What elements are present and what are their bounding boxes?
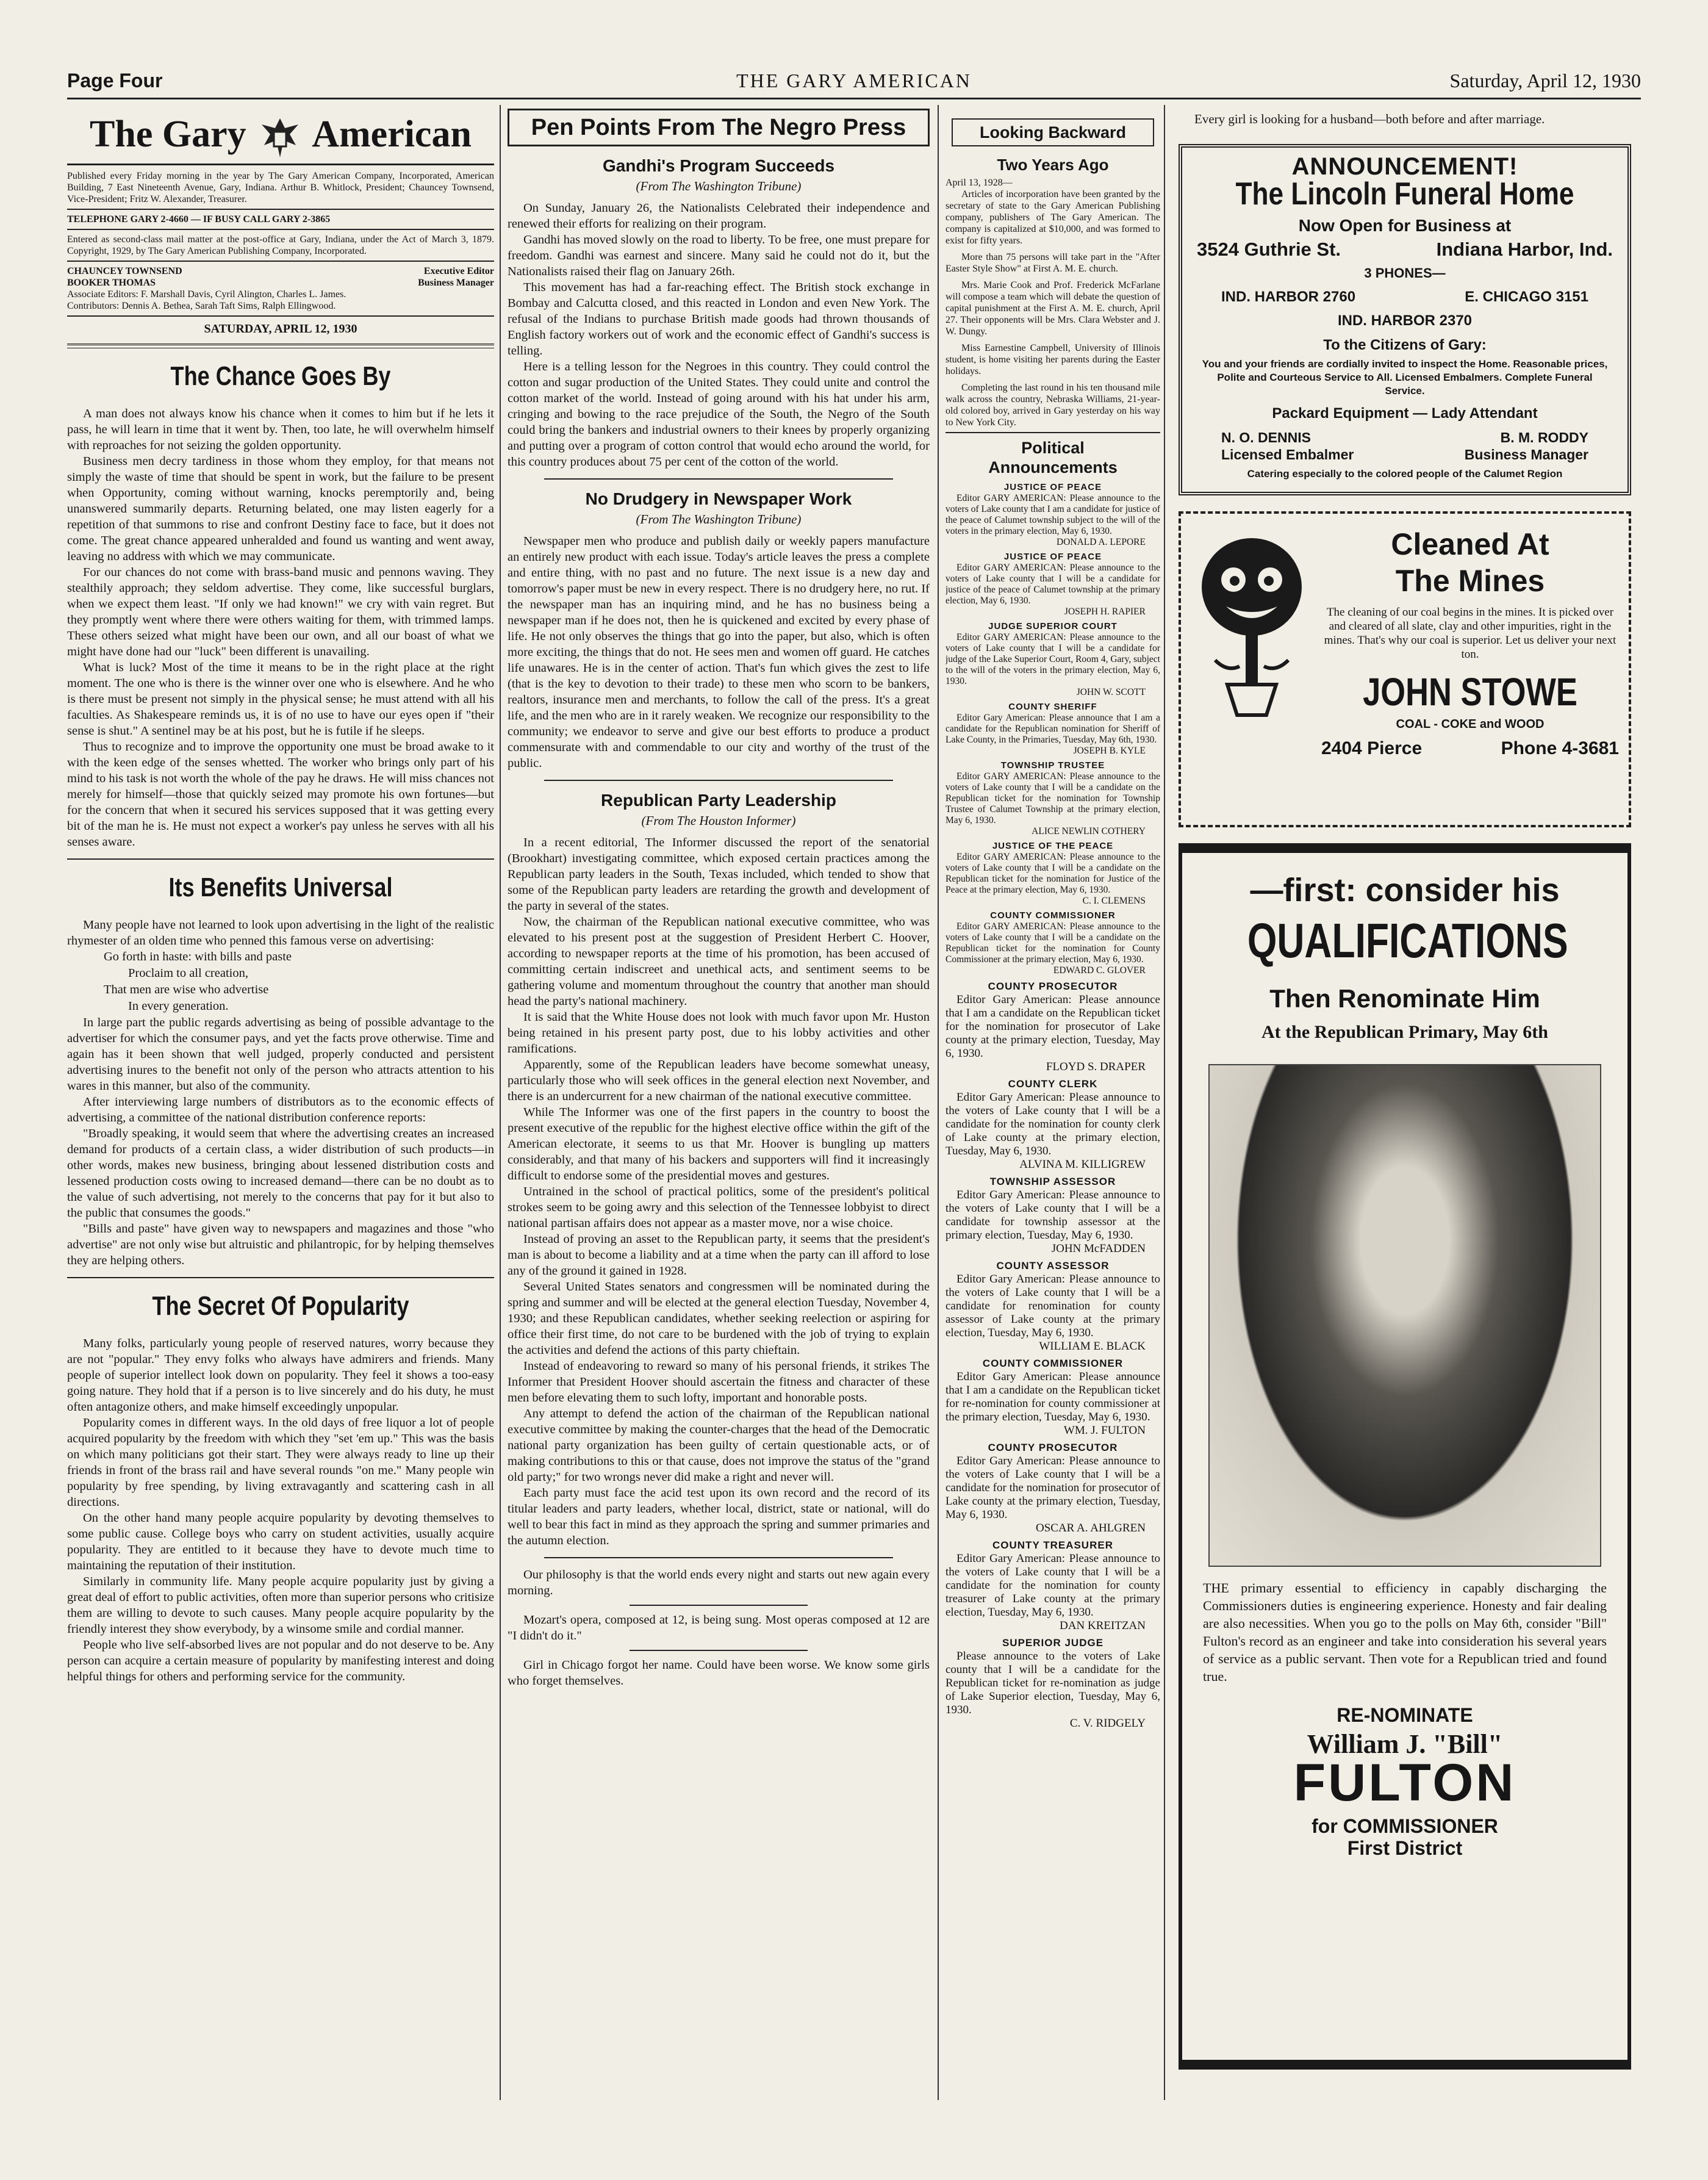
masthead-title-right: American: [312, 113, 472, 155]
column-rule: [1164, 105, 1165, 2100]
ad-body: The cleaning of our coal begins in the mines. It is picked over and cleared of all slate, clay and other impurities, right in the mines. That's why our coal is superior. Let us deliver your next ton.: [1324, 606, 1616, 661]
eagle-emblem-icon: [256, 113, 304, 162]
article-source: (From The Houston Informer): [641, 813, 796, 828]
section-title-box: Looking Backward: [952, 118, 1154, 146]
article-title: Gandhi's Program Succeeds: [602, 156, 835, 175]
filler-item: Girl in Chicago forgot her name. Could have been worse. We know some girls who forget themselves.: [508, 1658, 930, 1688]
associate-editors: Associate Editors: F. Marshall Davis, Cyril Alington, Charles L. James.: [67, 289, 346, 300]
article-paragraph: What is luck? Most of the time it means to be in the right place at the right moment. The one who is there is the winner over one who is elsewhere. And he who is there must be present not simply in the physical sense; he must attend with all his faculties. As Shakespeare reminds us, it is of no use to have our eyes open if "their sense is shut." A sentinel may be at his post, but he is futile if he sleeps.: [67, 661, 494, 738]
ad-city: Indiana Harbor, Ind.: [1436, 239, 1613, 260]
contributors: Contributors: Dennis A. Bethea, Sarah Taft Sims, Ralph Ellingwood.: [67, 301, 336, 311]
ad-phone: IND. HARBOR 2760: [1221, 289, 1356, 305]
article-paragraph: On the other hand many people acquire popularity by devoting themselves to some public cause. College boys who carry on student activities, usually acquire popularity. They are entitled to it because they have to devote much time to maintaining the reputation of their institution.: [67, 1511, 494, 1572]
article-paragraph: Instead of proving an asset to the Republican party, it seems that the president's man is about to become a liability and at a time when the party can ill afford to lose any of the ground it gained in 1928.: [508, 1232, 930, 1278]
history-item: Miss Earnestine Campbell, University of Illinois student, is home visiting her parents during the Easter holidays.: [946, 343, 1160, 376]
article-paragraph: Here is a telling lesson for the Negroes in this country. They could control the cotton and sugar production of the United States. They could unite and control the cotton market of the world. Instead of going around with his hat under his arm, cringing and bowing to the race prejudice of the South, the Negro of the South could bring the bankers and industrial owners to their knees by properly organizing and putting over a program of cotton control that would echo around the world, for this country produces about 75 per cent of the cotton of the world.: [508, 360, 930, 469]
candidate-surname: FULTON: [1293, 1754, 1516, 1812]
article-paragraph: "Bills and paste" have given way to newspapers and magazines and those "who advertise" are not only wise but altruistic and philantropic, for by helping themselves they are helping others.: [67, 1222, 494, 1267]
ad-phone: IND. HARBOR 2370: [1337, 312, 1473, 329]
political-announcements-large: COUNTY PROSECUTOR Editor Gary American: Please announce that I am a candidate on the Republican ticket for the nomination for prosecutor of Lake county at the primary election, Tuesday, May 6, 1930. FLOYD S. DRAPER COUNTY CLERK Editor Gary American: Please announce to the voters of Lake county that I will be a candidate for the nomination for county clerk of Lake county at the primary election, Tuesday, May 6, 1930. ALVINA M. KILLIGREW TOWNSHIP ASSESSOR Editor Gary American: Please announce to the voters of Lake county that I will be a candidate for township assessor at the primary election, Tuesday, May 6, 1930. JOHN McFADDEN COUNTY ASSESSOR Editor Gary American: Please announce to the voters of Lake county that I will be a candidate for renomination for county assessor of Lake county at the primary election, Tuesday, May 6, 1930. WILLIAM E. BLACK COUNTY COMMISSIONER Editor Gary American: Please announce that I am a candidate on the Republican ticket for re-nomination for county commissioner at the primary election, Tuesday, May 6, 1930. WM. J. FULTON COUNTY PROSECUTOR Editor Gary American: Please announce to the voters of Lake county that I will be a candidate for the nomination for prosecutor of Lake county at the primary election, Tuesday, May 6, 1930. OSCAR A. AHLGREN COUNTY TREASURER Editor Gary American: Please announce to the voters of Lake county that I will be a candidate for the nomination for county treasurer of Lake county at the primary election, Tuesday, May 6, 1930. DAN KREITZAN SUPERIOR JUDGE Please announce to the voters of Lake county that I will be a candidate for the Republican ticket for re-nomination as judge of Lake Superior election, Tuesday, May 6, 1930. C. V. RIDGELY: [946, 980, 1160, 1730]
ad-phone: E. CHICAGO 3151: [1465, 289, 1588, 305]
article-paragraph: Popularity comes in different ways. In the old days of free liquor a lot of people acquired popularity by the freedom with which they "set 'em up." This was the basis on which many politicians got their start. They were always ready to line up their friends in front of the brass rail and have several rounds "on me." Many people win popularity by free spending, by living extravagantly and scattering cash in all directions.: [67, 1416, 494, 1509]
article-paragraph: Business men decry tardiness in those whom they employ, for that means not simply the waste of time that should be spent in work, but the failure to be present when Opportunity, coming without warning, knocks peremptorily and, being unanswered summarily departs. Returning belated, one may listen eagerly for a repetition of that summons to rise and confront Destiny face to face, but it does not come. The great chance appeared unheralded and found us wanting and went away, leaving no address with which we may communicate.: [67, 455, 494, 563]
column-looking-backward: [946, 105, 1160, 2100]
ad-body: THE primary essential to efficiency in capably discharging the Commissioners duties is engineering experience. Honesty and fair dealing are also necessities. When you go to the polls on May 6th, consider "Bill" Fulton's record as an engineer and take into consideration his several years of service as a public servant. Then vote for a Republican tried and found true.: [1203, 1580, 1607, 1684]
article-paragraph: Several United States senators and congressmen will be nominated during the spring and summer and will be elected at the general election Tuesday, November 4, 1930; and these Republican candidates, whether seeking reelection or aspiring for office their first time, do not care to be burdened with the job of trying to explain the activities and defend the actions of this party chieftain.: [508, 1280, 930, 1357]
article-paragraph: People who live self-absorbed lives are not popular and do not deserve to be. Any person can acquire a certain measure of popularity by manifesting interest and doing helpful things for others and performing service for the community.: [67, 1638, 494, 1683]
article-paragraph: In a recent editorial, The Informer discussed the report of the senatorial (Brookhart) investigating committee, which exposed certain practices among the Republican party leaders in the South, Texas included, which tended to show that some of the Republican party leaders are retarding the growth and development of the party in several of the states.: [508, 836, 930, 913]
funeral-home-ad: ANNOUNCEMENT! The Lincoln Funeral Home Now Open for Business at 3524 Guthrie St. Indiana Harbor, Ind. 3 PHONES— IND. HARBOR 2760 E. CHICAGO 3151 IND. HARBOR 2370 To the Citizens of Gary: You and your friends are cordially invited to inspect the Home. Reasonable prices, Polite and Courteous Service to All. Licensed Embalmers. Complete Funeral Service. Packard Equipment — Lady Attendant N. O. DENNIS B. M. RODDY Licensed Embalmer Business Manager Catering especially to the colored people of the Calumet Region: [1179, 144, 1631, 495]
article-paragraph: Untrained in the school of practical politics, some of the president's political strokes seem to be going awry and this selection of the Tennessee lobbyist to direct national partisan affairs does not appear as a master move, nor a wise choice.: [508, 1185, 930, 1230]
column-negro-press: [508, 105, 930, 2100]
article-paragraph: In large part the public regards advertising as being of possible advantage to the advertiser for which the consumer pays, and yet the facts prove otherwise. Time and again has it been shown that well judged, properly conducted and persistent advertising inures to the benefit not only of the person who attracts attention to his wares in this manner, but also of the community.: [67, 1016, 494, 1093]
section-title: Political Announcements: [988, 439, 1118, 477]
article-paragraph: Each party must face the acid test upon its own record and the record of its titular leaders and party leaders, whether local, district, state or national, will do well to bear this fact in mind as they approach the spring and summer primaries and the autumn election.: [508, 1486, 930, 1547]
article-paragraph: For our chances do not come with brass-band music and pennons waving. They stealthily approach; they seldom advertise. They come, like successful burglars, when we expect them least. "If only we had known!" we cry with vain regret. But they promptly went where there were others waiting for them, with trimmed lamps. These others seized what might have been our own, and all our boast of what we might have done had our "luck" been different is unavailing.: [67, 566, 494, 658]
ad-headline: The Mines: [1395, 564, 1545, 598]
entry-info: Entered as second-class mail matter at the post-office at Gary, Indiana, under the Act of March 3, 1879. Copyright, 1929, by The Gary American Publishing Company, Incorporated.: [67, 234, 494, 256]
article-paragraph: A man does not always know his chance when it comes to him but if he lets it pass, he will learn in time that it went by. Then, too late, he will overwhelm himself with reproaches for not seizing the golden opportunity.: [67, 407, 494, 452]
masthead-title-left: The Gary: [90, 113, 246, 155]
ad-address: 2404 Pierce: [1321, 738, 1423, 758]
candidate-name: William J. "Bill": [1307, 1729, 1503, 1759]
column-editorials: [67, 105, 494, 2100]
publication-info: Published every Friday morning in the year by The Gary American Company, Incorporated, American Building, 7 East Nineteenth Avenue, Gary, Indiana. Arthur B. Whitlock, President; Chauncey Townsend, Vice-President; Fritz W. Alexander, Treasurer.: [67, 171, 494, 204]
column-rule: [500, 105, 501, 2100]
coal-miner-icon: [1191, 532, 1313, 739]
article-source: (From The Washington Tribune): [636, 179, 802, 193]
ad-headline: QUALIFICATIONS: [1247, 913, 1568, 968]
staff-row: CHAUNCEY TOWNSEND Executive Editor: [67, 266, 494, 276]
article-paragraph: "Broadly speaking, it would seem that where the advertising creates an increased demand for products of a certain class, a wider distribution of such products—in other words, makes new business, bringing about lessened distribution costs and lessened production costs owing to increased demand—there can be no doubt as to the value of such advertising, not merely to the concerns that pay for it but also to the public that consumes the goods.": [67, 1127, 494, 1220]
column-advertisements: [1169, 105, 1641, 2100]
article-paragraph: Many folks, particularly young people of reserved natures, worry because they are not "popular." They envy folks who always have admirers and friends. Many people of superior intellect look down on popularity. They feel it shows a too-easy going nature. They hold that if a person is to live sincerely and do his duty, he must often antagonize others, and make himself exceedingly unpopular.: [67, 1337, 494, 1414]
filler-item: Our philosophy is that the world ends every night and starts out new again every morning.: [508, 1568, 930, 1597]
political-announcements: JUSTICE OF PEACE Editor GARY AMERICAN: Please announce to the voters of Lake county that I am a candidate for justice of the peace of Calumet township subject to the will of the voters in the primary election, May 6, 1930. DONALD A. LEPORE JUSTICE OF PEACE Editor GARY AMERICAN: Please announce to the voters of Lake county that I will be a candidate for justice of the peace of Calumet township at the primary election, May 6, 1930. JOSEPH H. RAPIER JUDGE SUPERIOR COURT Editor GARY AMERICAN: Please announce to the voters of Lake county that I will be a candidate for judge of the Lake Superior Court, Room 4, Gary, subject to the will of the voters in the primary election, May 6, 1930. JOHN W. SCOTT COUNTY SHERIFF Editor Gary American: Please announce that I am a candidate for the Republican nomination for Sheriff of Lake County, in the Primaries, Tuesday, May 6th, 1930. JOSEPH B. KYLE TOWNSHIP TRUSTEE Editor GARY AMERICAN: Please announce to the voters of Lake county that I will be a candidate on the Republican ticket for the nomination for Township Trustee of Calumet Township at the primary election, May 6, 1930. ALICE NEWLIN COTHERY JUSTICE OF THE PEACE Editor GARY AMERICAN: Please announce to the voters of Lake county that I will be a candidate on the Republican ticket for the nomination for Justice of the Peace at the primary election, May 6, 1930. C. I. CLEMENS COUNTY COMMISSIONER Editor GARY AMERICAN: Please announce to the voters of Lake county that I will be a candidate on the Republican ticket for the nomination for County Commissioner at the primary election, May 6, 1930. EDWARD C. GLOVER: [946, 482, 1160, 976]
ad-subheadline: At the Republican Primary, May 6th: [1261, 1022, 1548, 1042]
history-notes: April 13, 1928— Articles of incorporation have been granted by the secretary of state to the Gary American Publishing company, publishers of The Gary American. The company is capitalized at $10,000, and was formed to exist for fifty years. More than 75 persons will take part in the "After Easter Style Show" at First A. M. E. church. Mrs. Marie Cook and Prof. Frederick McFarlane will compose a team which will debate the question of capital punishment at the First A. M. E. church, April 27. Their opponents will be Mrs. Clara Webster and J. W. Dungy. Miss Earnestine Campbell, University of Illinois student, is home visiting her parents during the Easter holidays. Completing the last round in his ten thousand mile walk across the country, Nebraska Williams, 21-year-old colored boy, arrived in Gary yesterday on his way to New York City.: [946, 178, 1160, 428]
filler-item: Every girl is looking for a husband—both before and after marriage.: [1194, 112, 1545, 126]
ad-subheadline: Then Renominate Him: [1269, 984, 1540, 1013]
article-title: Its Benefits Universal: [168, 872, 393, 902]
article-paragraph: Now, the chairman of the Republican national executive committee, who was elevated to his present post at the suggestion of President Herbert C. Hoover, according to newspaper reports at the time of his promotion, has been accused of committing certain indiscreet and unethical acts, and sentiment seems to be gathering volume and momentum throughout the country that another man should head the party's national machinery.: [508, 915, 930, 1008]
ad-headline: —first: consider his: [1250, 872, 1560, 908]
issue-date: Saturday, April 12, 1930: [1449, 70, 1641, 92]
page-header: [67, 66, 1641, 99]
history-item: Mrs. Marie Cook and Prof. Frederick McFarlane will compose a team which will debate the question of capital punishment at the First A. M. E. church, April 27. Their opponents will be Mrs. Clara Webster and J. W. Dungy.: [946, 280, 1160, 337]
history-item: Completing the last round in his ten thousand mile walk across the country, Nebraska Williams, 21-year-old colored boy, arrived in Gary yesterday on his way to New York City.: [946, 383, 1160, 428]
article-title: The Chance Goes By: [170, 361, 391, 391]
ad-business-name: JOHN STOWE: [1363, 670, 1577, 714]
article-paragraph: After interviewing large numbers of distributors as to the economic effects of advertising, a committee of the national distribution conference reports:: [67, 1095, 494, 1124]
article-title: Republican Party Leadership: [601, 791, 836, 810]
coal-ad: Cleaned At The Mines The cleaning of our coal begins in the mines. It is picked over and cleared of all slate, clay and other impurities, right in the mines. That's why our coal is superior. Let us deliver your next ton. JOHN STOWE COAL - COKE and WOOD 2404 Pierce Phone 4-3681: [1179, 511, 1631, 827]
article-paragraph: It is said that the White House does not look with much favor upon Mr. Huston being retained in his present party post, due to his lobby activities and other ramifications.: [508, 1010, 930, 1056]
masthead: [67, 105, 494, 165]
article-paragraph: Newspaper men who produce and publish daily or weekly papers manufacture an entirely new product with each issue. Today's article leaves the press a complete and entire thing, with no past and no future. The next issue is a new day and tomorrow's paper must be new in every respect. There is no drudgery here, no rut. If the newspaper man has an inquiring mind, and he has no business being a newspaper man if he does not, then he is quickened and excited by every phase of life. He not only observes the things that go into the paper, but also, which is often more exciting, the things that do not. He sees men and women off guard. He catches life unawares. He is in the center of action. That's fun which gives the zest to life (that is the key to devotion to their trade) to these men who scorn to be bankers, realtors, insurance men and merchants, to follow the call of the press. It's a great life, and the men who are in it rarely weaken. We recognize our responsibility to the community; we endeavor to serve and give our best efforts to produce a product commensurate with and commendable to our city and worthy of the trust of the public.: [508, 534, 930, 770]
article-paragraph: Many people have not learned to look upon advertising in the light of the realistic rhymester of an olden time who penned this famous verse on advertising:: [67, 918, 494, 948]
ad-business-name: The Lincoln Funeral Home: [1235, 176, 1574, 212]
fulton-campaign-ad: —first: consider his QUALIFICATIONS Then Renominate Him At the Republican Primary, May 6th THE primary essential to efficiency in capably discharging the Commissioners duties is engineering experience. Honesty and fair dealing are also necessities. When you go to the polls on May 6th, consider "Bill" Fulton's record as an engineer and take into consideration his several years of service as a public servant. Then vote for a Republican tried and found true. RE-NOMINATE William J. "Bill" FULTON for COMMISSIONER First District: [1179, 843, 1631, 2070]
article-paragraph: While The Informer was one of the first papers in the country to boost the present executive of the republic for the highest elective office within the gift of the American electorate, it seems to us that Mr. Hoover is bungling up matters considerably, and that many of his backers and supporters will find it increasingly difficult to endorse some of the presidential moves and gestures.: [508, 1106, 930, 1182]
article-paragraph: Any attempt to defend the action of the chairman of the Republican national executive committee by making the counter-charges that the head of the Democratic national party organization has been guilty of certain questionable acts, or of making contributions to this or that cause, does not improve the status of the "grand old party;" for two wrongs never did make a right and never will.: [508, 1407, 930, 1484]
article-paragraph: On Sunday, January 26, the Nationalists Celebrated their independence and renewed their efforts for realizing on their program.: [508, 201, 930, 231]
telephone-info: TELEPHONE GARY 2-4660 — IF BUSY CALL GARY 2-3865: [67, 214, 331, 225]
section-subtitle: Two Years Ago: [997, 156, 1109, 174]
history-item: More than 75 persons will take part in the "After Easter Style Show" at First A. M. E. church.: [946, 252, 1160, 274]
staff-row: BOOKER THOMAS Business Manager: [67, 278, 494, 288]
ad-announcement: ANNOUNCEMENT!: [1291, 153, 1518, 180]
ad-phone: Phone 4-3681: [1501, 738, 1619, 758]
candidate-portrait: [1208, 1064, 1601, 1567]
article-source: (From The Washington Tribune): [636, 512, 802, 527]
section-title-box: Pen Points From The Negro Press: [508, 109, 930, 146]
article-paragraph: Gandhi has moved slowly on the road to liberty. To be free, one must prepare for freedom. Gandhi was earnest and sincere. Many said he could not do it, but the Nationalists raised their flag on January 26th.: [508, 233, 930, 278]
article-paragraph: Apparently, some of the Republican leaders have become somewhat uneasy, particularly those who will seek offices in the general election next November, and there is an undercurrent for a new chairman of the national executive committee.: [508, 1058, 930, 1103]
ad-headline: Cleaned At: [1391, 527, 1549, 561]
ad-address: 3524 Guthrie St.: [1197, 239, 1341, 260]
article-paragraph: Instead of endeavoring to reward so many of his personal friends, it strikes The Informer that President Hoover should ascertain the fitness and character of these men before elevating them to such lofty, important and honorable posts.: [508, 1359, 930, 1405]
history-item: Articles of incorporation have been granted by the secretary of state to the Gary American Publishing company, publishers of The Gary American. The company is capitalized at $10,000, and was formed to exist for fifty years.: [946, 189, 1160, 246]
article-title: The Secret Of Popularity: [152, 1291, 409, 1321]
paper-name: THE GARY AMERICAN: [736, 70, 972, 92]
dateline: SATURDAY, APRIL 12, 1930: [204, 322, 357, 336]
column-rule: [938, 105, 939, 2100]
page-number: Page Four: [67, 70, 163, 92]
article-paragraph: Similarly in community life. Many people acquire popularity just by giving a great deal of effort to public activities, often more than superior persons who critisize them are willing to devote to such causes. Many people acquire popularity by the friendly interest they show everybody, by a winsome smile and cordial manner.: [67, 1575, 494, 1636]
article-paragraph: This movement has had a far-reaching effect. The British stock exchange in Bombay and Calcutta closed, and this reacted in London and even New York. The refusal of the Indians to purchase British made goods had thrown thousands of English factory workers out of work and the economic effect of Gandhi's success is telling.: [508, 281, 930, 358]
verse: Go forth in haste: with bills and paste Proclaim to all creation, That men are wise who advertise In every generation.: [104, 950, 292, 1013]
article-title: No Drudgery in Newspaper Work: [585, 489, 852, 508]
filler-item: Mozart's opera, composed at 12, is being sung. Most operas composed at 12 are "I didn't do it.": [508, 1613, 930, 1642]
article-paragraph: Thus to recognize and to improve the opportunity one must be broad awake to it with the keen edge of the senses whetted. The worker who brings only part of his mind to his task is not worth the whole of the pay he draws. He will miss chances not merely for himself—those that quickly seized may promote his own fortunes—but for the concern that when it secured his services supposed that it was getting every bit of the man he is. He must not expect a worker's pay unless he serves with all his senses aware.: [67, 740, 494, 849]
